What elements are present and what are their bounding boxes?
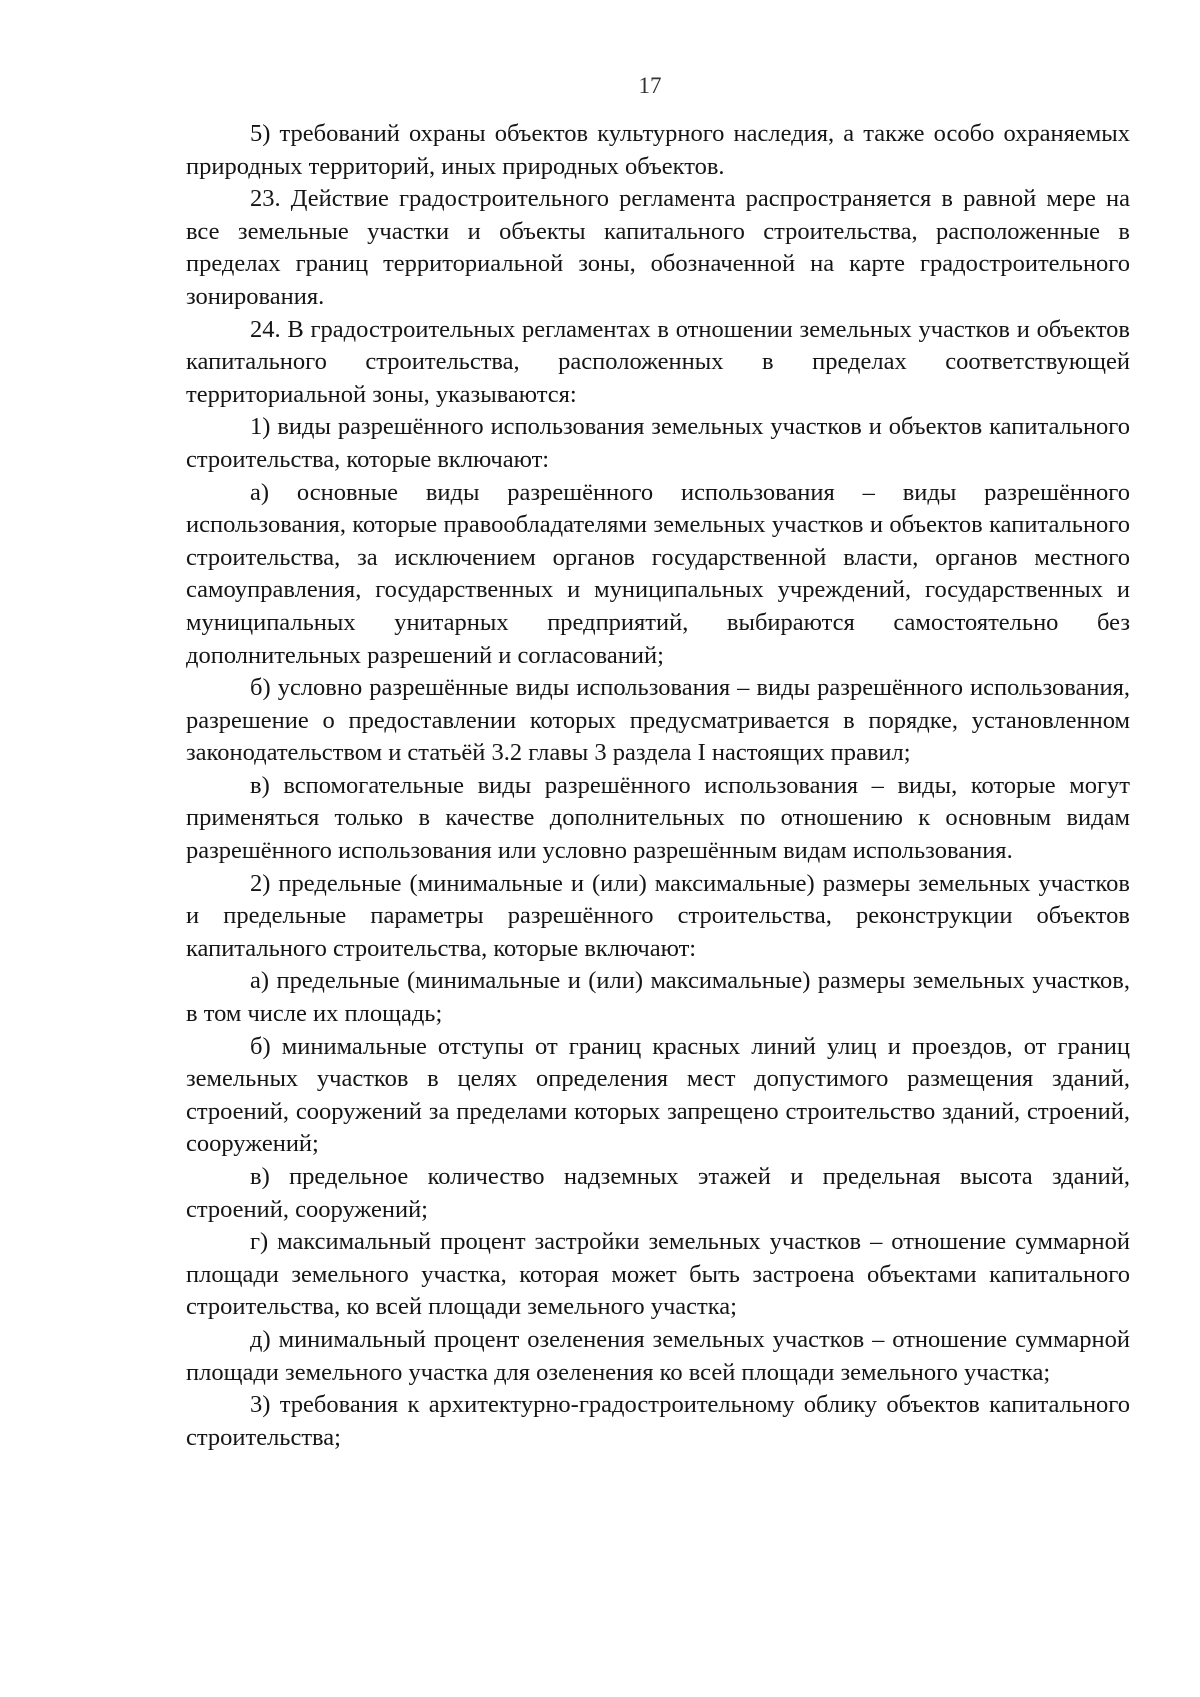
page-number: 17 [638, 73, 662, 98]
paragraph-item-v-auxiliary-uses: в) вспомогательные виды разрешённого использования – виды, которые могут применяться только в качестве дополнительных по отношению к основным видам разрешённого использования или условно разрешённым видам использования. [186, 771, 1130, 865]
paragraph-item-v-floors-height: в) предельное количество надземных этажей и предельная высота зданий, строений, сооружений; [186, 1163, 1130, 1223]
paragraph-item-a-plot-sizes: а) предельные (минимальные и (или) максимальные) размеры земельных участков, в том числе их площадь; [186, 967, 1130, 1028]
paragraph-item-a-main-uses: а) основные виды разрешённого использования – виды разрешённого использования, которые правообладателями земельных участков и объектов капитального строительства, за исключением органов государственной власти, органов местного самоуправления, государственных и муниципальных учреждений, государственных и муниципальных унитарных предприятий, выбираются самостоятельно без дополнительных разрешений и согласований; [186, 478, 1130, 669]
document-body [186, 118, 1130, 1454]
paragraph-item-b-conditional-uses: б) условно разрешённые виды использования – виды разрешённого использования, разрешение о предоставлении которых предусматривается в порядке, установленном законодательством и статьёй 3.2 главы 3 раздела I настоящих правил; [186, 674, 1130, 767]
paragraph-item-1-permitted-use: 1) виды разрешённого использования земельных участков и объектов капитального строительства, которые включают: [186, 413, 1130, 473]
paragraph-item-5-heritage: 5) требований охраны объектов культурного наследия, а также особо охраняемых природных территорий, иных природных объектов. [186, 120, 1130, 180]
paragraph-item-b-setbacks: б) минимальные отступы от границ красных линий улиц и проездов, от границ земельных участков в целях определения мест допустимого размещения зданий, строений, сооружений за пределами которых запрещено строительство зданий, строений, сооружений; [186, 1032, 1130, 1158]
paragraph-item-2-limit-sizes: 2) предельные (минимальные и (или) максимальные) размеры земельных участков и предельные параметры разрешённого строительства, реконструкции объектов капитального строительства, которые включают: [186, 869, 1130, 962]
paragraph-23-regulation-scope: 23. Действие градостроительного регламента распространяется в равной мере на все земельные участки и объекты капитального строительства, расположенные в пределах границ территориальной зоны, обозначенной на карте градостроительного зонирования. [186, 185, 1130, 310]
paragraph-item-3-architecture: 3) требования к архитектурно-градостроительному облику объектов капитального строительства; [186, 1391, 1130, 1451]
paragraph-item-g-building-percent: г) максимальный процент застройки земельных участков – отношение суммарной площади земельного участка, которая может быть застроена объектами капитального строительства, ко всей площади земельного участка; [186, 1228, 1130, 1321]
paragraph-item-d-greening-percent: д) минимальный процент озеленения земельных участков – отношение суммарной площади земельного участка для озеленения ко всей площади земельного участка; [186, 1325, 1130, 1386]
paragraph-24-regulation-contents: 24. В градостроительных регламентах в отношении земельных участков и объектов капитального строительства, расположенных в пределах соответствующей территориальной зоны, указываются: [186, 315, 1130, 408]
